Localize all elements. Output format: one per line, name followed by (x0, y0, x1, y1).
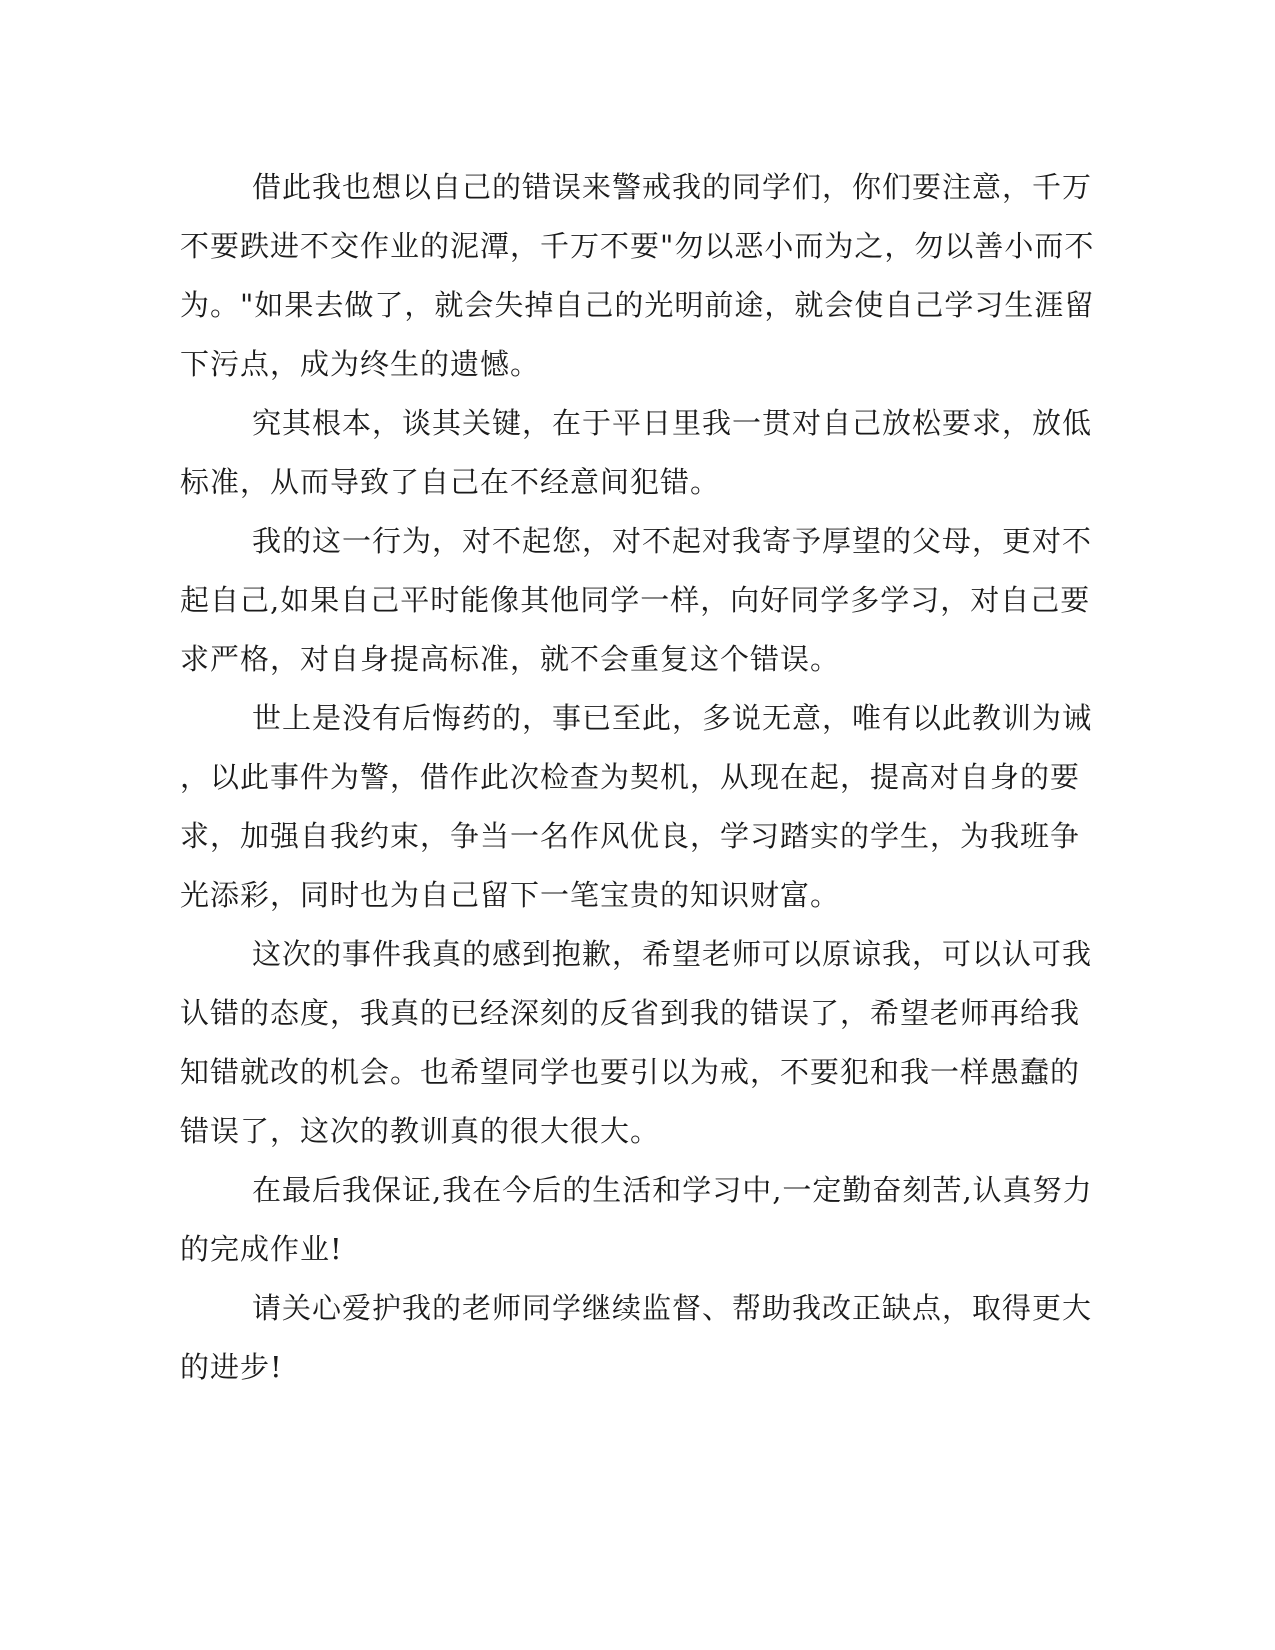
document-body (180, 158, 1095, 1397)
paragraph-line: 起自己,如果自己平时能像其他同学一样，向好同学多学习，对自己要 (180, 583, 1091, 617)
paragraph-line: 知错就改的机会。也希望同学也要引以为戒，不要犯和我一样愚蠢的 (180, 1055, 1081, 1089)
paragraph-line: 光添彩，同时也为自己留下一笔宝贵的知识财富。 (180, 878, 841, 912)
paragraph-root-cause (180, 394, 1093, 512)
paragraph-regret (180, 925, 1093, 1161)
paragraph-line: 请关心爱护我的老师同学继续监督、帮助我改正缺点，取得更大 (252, 1291, 1093, 1325)
paragraph-line: 究其根本，谈其关键，在于平日里我一贯对自己放松要求，放低 (252, 406, 1093, 440)
paragraph-line: 我的这一行为，对不起您，对不起对我寄予厚望的父母，更对不 (252, 524, 1093, 558)
paragraph-line: 在最后我保证,我在今后的生活和学习中,一定勤奋刻苦,认真努力 (252, 1173, 1093, 1207)
paragraph-promise (180, 1161, 1093, 1279)
paragraph-line: 为。"如果去做了，就会失掉自己的光明前途，就会使自己学习生涯留 (180, 288, 1095, 322)
paragraph-line: 下污点，成为终生的遗憾。 (180, 347, 541, 381)
paragraph-line: 不要跌进不交作业的泥潭，千万不要"勿以恶小而为之，勿以善小而不 (180, 229, 1095, 263)
paragraph-line: 这次的事件我真的感到抱歉，希望老师可以原谅我，可以认可我 (252, 937, 1093, 971)
paragraph-closing (180, 1279, 1093, 1397)
paragraph-line: 的进步! (180, 1350, 283, 1384)
paragraph-lesson (180, 689, 1093, 925)
paragraph-warning (180, 158, 1095, 394)
paragraph-line: 借此我也想以自己的错误来警戒我的同学们，你们要注意，千万 (252, 170, 1093, 204)
paragraph-apology (180, 512, 1093, 689)
paragraph-line: 的完成作业! (180, 1232, 343, 1266)
paragraph-line: 标准，从而导致了自己在不经意间犯错。 (180, 465, 721, 499)
paragraph-line: 求，加强自我约束，争当一名作风优良，学习踏实的学生，为我班争 (180, 819, 1081, 853)
paragraph-line: 世上是没有后悔药的，事已至此，多说无意，唯有以此教训为诫 (252, 701, 1093, 735)
paragraph-line: 认错的态度，我真的已经深刻的反省到我的错误了，希望老师再给我 (180, 996, 1081, 1030)
paragraph-line: ，以此事件为警，借作此次检查为契机，从现在起，提高对自身的要 (180, 760, 1081, 794)
paragraph-line: 错误了，这次的教训真的很大很大。 (180, 1114, 661, 1148)
paragraph-line: 求严格，对自身提高标准，就不会重复这个错误。 (180, 642, 841, 676)
